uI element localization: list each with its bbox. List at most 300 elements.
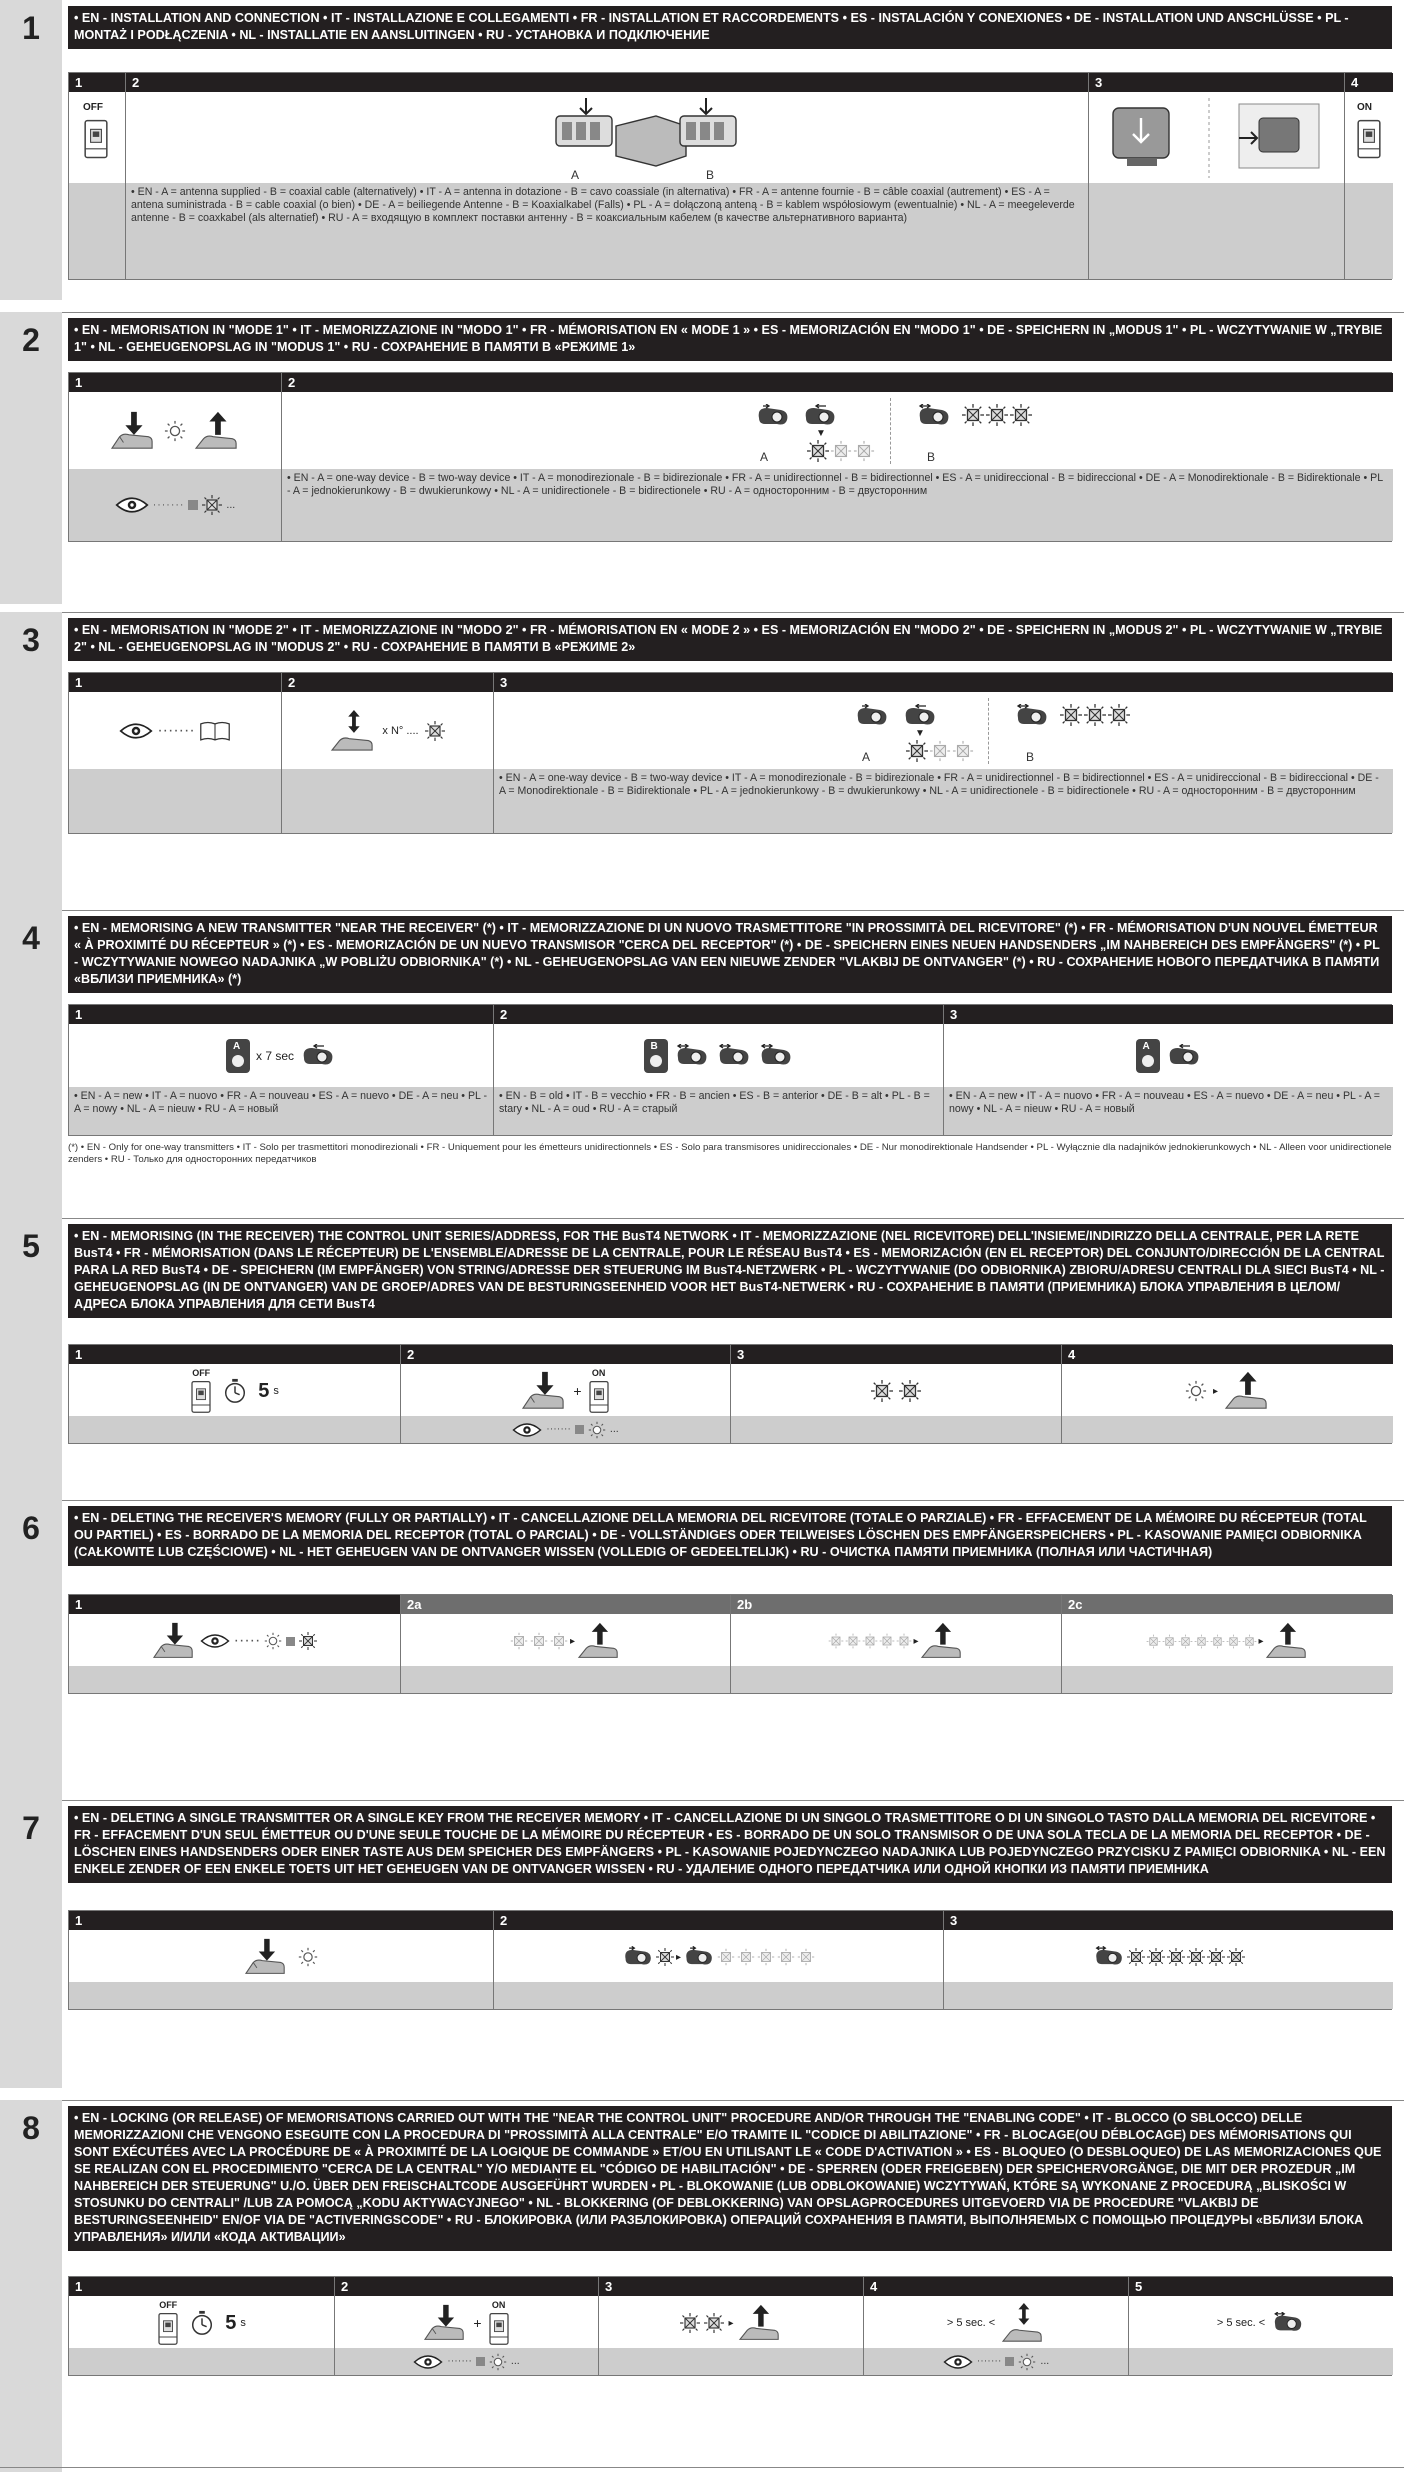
led-blink-icon: [202, 495, 222, 515]
remote-two-way-icon: [916, 404, 952, 428]
step-grid: [68, 1910, 1392, 2010]
hand-release-icon: [738, 2303, 782, 2343]
step-caption-empty: [944, 1982, 1393, 2009]
key-label: A: [1142, 1041, 1150, 1052]
led-blink-icon: [680, 2313, 700, 2333]
step-label: 3: [944, 1005, 1393, 1024]
led-gray-icon: [853, 440, 875, 462]
step-caption: • EN - A = new • IT - A = nuovo • FR - A = nouveau • ES - A = nuevo • DE - A = neu • PL - A = nowy • NL - A = nieuw • RU - A = новый: [944, 1087, 1393, 1135]
section-title: • EN - MEMORISATION IN "MODE 2" • IT - MEMORIZZAZIONE IN "MODO 2" • FR - MÉMORISATION EN « MODE 2 » • ES - MEMORIZACIÓN EN "MODO 2" • DE - SPEICHERN IN „MODUS 2" • PL - WCZYTYWANIE W „TRYBIE 2" • NL - GEHEUGENOPSLAG IN "MODUS 2" • RU - СОХРАНЕНИЕ В ПАМЯТИ В «РЕЖИМЕ 2»: [68, 618, 1392, 661]
led-gray-icon: [777, 1948, 795, 1966]
step-illustration: [1062, 1364, 1393, 1418]
led-off-icon: [489, 2353, 507, 2371]
divider: [0, 1800, 1404, 1801]
step-caption: • EN - A = new • IT - A = nuovo • FR - A = nouveau • ES - A = nuevo • DE - A = neu • PL - A = nowy • NL - A = nieuw • RU - A = новый: [69, 1087, 493, 1135]
led-blink-icon: [1147, 1948, 1165, 1966]
led-blink-icon: [962, 404, 984, 426]
step-panel: [943, 1911, 1393, 2009]
step-panel: [400, 1345, 730, 1443]
arrow-right-icon: ▸: [569, 1635, 576, 1647]
dotted-leader: ·······: [546, 1423, 571, 1435]
led-off-icon: [588, 1421, 606, 1439]
label-a: A: [862, 750, 871, 764]
led-off-icon: [1185, 1380, 1207, 1402]
step-illustration: [401, 1364, 730, 1418]
section-number: 4: [22, 920, 40, 956]
step-caption-empty: [599, 2348, 863, 2375]
ellipsis: ...: [226, 498, 236, 511]
step-grid: [68, 1594, 1392, 1694]
remote-release-icon: [902, 704, 938, 728]
receiver-mounting-icon: [1099, 98, 1335, 178]
led-gray-icon: [717, 1948, 735, 1966]
wait-time: 5: [258, 1379, 270, 1402]
timer-icon: [189, 2310, 215, 2336]
step-panel: [1344, 73, 1393, 279]
dotted-leader: ·······: [976, 2355, 1002, 2367]
remote-release-icon: [1166, 1044, 1202, 1068]
eye-icon: [115, 496, 149, 514]
step-label: 3: [944, 1911, 1393, 1930]
led-square-icon: [188, 500, 198, 510]
step-illustration: [599, 2296, 863, 2350]
separator: [988, 698, 989, 764]
key-label: A: [232, 1041, 241, 1052]
section-number: 2: [22, 322, 40, 358]
step-caption: [864, 2348, 1128, 2375]
step-illustration: [494, 1930, 943, 1984]
step-panel: [69, 1345, 400, 1443]
section-3: [0, 612, 1404, 912]
step-panel: [334, 2277, 598, 2375]
key-label: B: [650, 1041, 658, 1052]
section-title: • EN - MEMORISING A NEW TRANSMITTER "NEAR THE RECEIVER" (*) • IT - MEMORIZZAZIONE DI UN NUOVO TRASMETTITORE "IN PROSSIMITÀ DEL RICEVITORE" (*) • FR - MÉMORISATION D'UN NOUVEL ÉMETTEUR « À PROXIMITÉ DU RÉCEPTEUR » (*) • ES - MEMORIZACIÓN DE UN NUEVO TRANSMISOR "CERCA DEL RECEPTOR" (*) • DE - SPEICHERN EINES NEUEN HANDSENDERS „IM NAHBEREICH DES EMPFÄNGERS" (*) • PL - WCZYTYWANIE NOWEGO NADAJNIKA „W POBLIŻU ODBIORNIKA" (*) • NL - GEHEUGENOPSLAG VAN EEN NIEUWE ZENDER "VLAKBIJ DE ONTVANGER" (*) • RU - СОХРАНЕНИЕ НОВОГО ПЕРЕДАТЧИКА В ПАМЯТИ «ВБЛИЗИ ПРИЕМНИКА» (*): [68, 916, 1392, 993]
breaker-icon: [157, 2310, 179, 2346]
on-label: ON: [591, 1368, 606, 1378]
step-label: 1: [69, 1345, 400, 1364]
led-blink-icon: [1227, 1948, 1245, 1966]
remote-press-icon: [755, 404, 791, 428]
section-number: 7: [22, 1810, 40, 1846]
section-title: • EN - DELETING A SINGLE TRANSMITTER OR A SINGLE KEY FROM THE RECEIVER MEMORY • IT - CANCELLAZIONE DI UN SINGOLO TRASMETTITORE O DI UN SINGOLO TASTO DALLA MEMORIA DEL RICEVITORE • FR - EFFACEMENT D'UN SEUL ÉMETTEUR OU D'UNE SEULE TOUCHE DE LA MÉMOIRE DU RÉCEPTEUR • ES - BORRADO DE UN SOLO TRANSMISOR O DE UNA SOLA TECLA DE LA MEMORIA DEL RECEPTOR • DE - LÖSCHEN EINES HANDSENDERS ODER EINER TASTE AUS DEM SPEICHER DES EMPFÄNGERS • PL - KASOWANIE POJEDYNCZEGO NADAJNIKA LUB POJEDYNCZEGO PRZYCISKU Z PAMIĘCI ODBIORNIKA • NL - EEN ENKELE ZENDER OF EEN ENKELE TOETS UIT HET GEHEUGEN VAN DE ONTVANGER WISSEN • RU - УДАЛЕНИЕ ОДНОГО ПЕРЕДАТЧИКА ИЛИ ОДНОЙ КНОПКИ ИЗ ПАМЯТИ ПРИЕМНИКА: [68, 1806, 1392, 1883]
remote-release-icon: [300, 1044, 336, 1068]
dotted-leader: ·····: [233, 1632, 261, 1649]
led-blink-icon: [704, 2313, 724, 2333]
divider: [0, 1218, 1404, 1219]
footnote: (*) • EN - Only for one-way transmitters • IT - Solo per trasmettitori monodirezionali • FR - Uniquement pour les émetteurs unidirectionnels • ES - Solo para transmisores unidireccionales • DE - Nur monodirektionale Handsender • PL - Wyłącznie dla nadajników jednokierunkowych • NL - Alleen voor unidirectionele zenders • RU - Только для односторонних передатчиков: [68, 1142, 1392, 1165]
step-illustration: [126, 92, 1088, 184]
remote-two-way-icon: [716, 1044, 752, 1068]
section-1: [0, 0, 1404, 300]
arrow-down-icon: ▼: [816, 428, 826, 439]
step-illustration: [731, 1364, 1061, 1418]
step-label: 4: [1062, 1345, 1393, 1364]
section-number: 8: [22, 2110, 40, 2146]
step-grid: [68, 72, 1392, 280]
arrow-right-icon: ▸: [728, 2317, 734, 2329]
step-illustration: [944, 1024, 1393, 1088]
remote-two-way-icon: [1014, 704, 1050, 728]
step-caption-empty: [1062, 1416, 1393, 1443]
step-grid: [68, 1344, 1392, 1444]
led-blink-icon: [871, 1380, 893, 1402]
step-panel: [69, 73, 125, 279]
hand-press-icon: [152, 1621, 196, 1661]
step-grid: [68, 672, 1392, 834]
section-number: 5: [22, 1228, 40, 1264]
step-illustration: [864, 2296, 1128, 2350]
divider: [0, 612, 1404, 613]
remote-two-way-icon: [674, 1044, 710, 1068]
hand-press-icon: [110, 410, 156, 452]
step-panel: [125, 73, 1088, 279]
step-illustration: [401, 1614, 730, 1668]
step-illustration: [69, 1364, 400, 1418]
step-label: 4: [864, 2277, 1128, 2296]
led-gray-icon: [929, 740, 951, 762]
step-label: 3: [1089, 73, 1344, 92]
breaker-icon: [83, 116, 109, 160]
step-label: 3: [599, 2277, 863, 2296]
section-number: 1: [22, 10, 40, 46]
ellipsis: ...: [1040, 2355, 1050, 2367]
step-label: 1: [69, 73, 125, 92]
off-label: OFF: [83, 102, 103, 113]
step-caption-empty: [69, 1982, 493, 2009]
step-illustration: [69, 2296, 334, 2350]
eye-icon: [512, 1422, 542, 1438]
led-gray-icon: [757, 1948, 775, 1966]
led-gray-icon: [879, 1633, 895, 1649]
divider: [0, 312, 1404, 313]
step-illustration: [494, 1024, 943, 1088]
hand-press-icon: [521, 1370, 567, 1412]
wait-unit: s: [273, 1385, 279, 1397]
step-label: 2: [335, 2277, 598, 2296]
section-5: [0, 1218, 1404, 1500]
step-panel: [730, 1345, 1061, 1443]
step-label: 2a: [401, 1595, 730, 1614]
hold-duration: > 5 sec. <: [1216, 2317, 1266, 2329]
eye-icon: [119, 722, 153, 740]
step-panel: [69, 1911, 493, 2009]
label-b: B: [1026, 750, 1035, 764]
step-illustration: [69, 392, 281, 470]
hand-press-release-icon: [1001, 2303, 1045, 2343]
step-panel: [69, 673, 281, 833]
led-blink-icon: [1060, 704, 1082, 726]
step-caption-empty: [1129, 2348, 1393, 2375]
label-a: A: [760, 450, 769, 464]
led-blink-icon: [425, 721, 445, 741]
step-panel: [69, 373, 281, 541]
eye-icon: [943, 2354, 973, 2370]
dotted-leader: ·······: [152, 498, 185, 511]
remote-two-way-icon: [1093, 1946, 1125, 1968]
led-blink-icon: [1108, 704, 1130, 726]
step-caption-empty: [1345, 183, 1393, 279]
step-label: 1: [69, 1595, 400, 1614]
step-illustration: [335, 2296, 598, 2350]
wait-time: 5: [225, 2311, 237, 2334]
step-label: 2: [401, 1345, 730, 1364]
step-illustration: [494, 692, 1393, 770]
remote-two-way-icon: [1271, 2312, 1305, 2334]
transmitter-icon: [1136, 1039, 1160, 1073]
step-caption-empty: [282, 769, 493, 833]
step-caption-empty: [401, 1666, 730, 1693]
timer-icon: [222, 1378, 248, 1404]
section-title: • EN - LOCKING (OR RELEASE) OF MEMORISATIONS CARRIED OUT WITH THE "NEAR THE CONTROL UNIT" PROCEDURE AND/OR THROUGH THE "ENABLING CODE" • IT - BLOCCO (O SBLOCCO) DELLE MEMORIZZAZIONI CHE VENGONO ESEGUITE CON LA PROCEDURA DI "PROSSIMITÀ ALLA CENTRALE" E/O TRAMITE IL "CODICE DI ABILITAZIONE" • FR - BLOCAGE(OU DÉBLOCAGE) DES MÉMORISATIONS QUI SONT EXÉCUTÉES AVEC LA PROCÉDURE DE « À PROXIMITÉ DE LA LOGIQUE DE COMMANDE » ET/OU EN UTILISANT LE « CODE D'ACTIVATION » • ES - BLOQUEO (O DESBLOQUEO) DE LAS MEMORIZACIONES QUE SE REALIZAN CON EL PROCEDIMIENTO "CERCA DE LA CENTRAL" Y/O MEDIANTE EL "CÓDIGO DE HABILITACIÓN" • DE - SPERREN (ODER FREIGEBEN) DER SPEICHERVORGÄNGE, DIE MIT DER PROZEDUR „IM NAHBEREICH DER STEUERUNG" U./O. ÜBER DEN FREISCHALTCODE AUSGEFÜHRT WURDEN • PL - BLOKOWANIE (LUB ODBLOKOWANIE) WCZYTYWAŃ, KTÓRE SĄ WYKONANE Z PROCEDURĄ „BLISKOŚCI W STOSUNKU DO CENTRALI" /LUB ZA POMOCĄ „KODU AKTYWACYJNEGO" • NL - BLOKKERING (OF DEBLOKKERING) VAN OPSLAGPROCEDURES UITGEVOERD VIA DE PROCEDURE "VLAKBIJ DE BESTURINGSEENHEID" EN/OF VIA DE "ACTIVERINGSCODE" • RU - БЛОКИРОВКА (ИЛИ РАЗБЛОКИРОВКА) ОПЕРАЦИЙ СОХРАНЕНИЯ В ПАМЯТИ, ВЫПОЛНЯЕМЫХ С ПОМОЩЬЮ ПРОЦЕДУРЫ «ВБЛИЗИ БЛОКА УПРАВЛЕНИЯ» И/ИЛИ «КОДА АКТИВАЦИИ»: [68, 2106, 1392, 2251]
step-caption-empty: [1089, 183, 1344, 279]
breaker-icon: [488, 2310, 510, 2346]
led-blink-icon: [899, 1380, 921, 1402]
step-illustration: [944, 1930, 1393, 1984]
step-illustration: [1089, 92, 1344, 184]
step-caption-empty: [69, 1416, 400, 1443]
led-blink-icon: [1207, 1948, 1225, 1966]
step-label: 1: [69, 1005, 493, 1024]
led-gray-icon: [530, 1632, 548, 1650]
step-grid: [68, 372, 1392, 542]
on-label: ON: [491, 2300, 506, 2310]
step-panel: [1061, 1595, 1393, 1693]
step-panel: [281, 373, 1393, 541]
step-label: 2: [126, 73, 1088, 92]
led-blink-icon: [1127, 1948, 1145, 1966]
led-gray-icon: [1146, 1634, 1161, 1649]
led-blink-icon: [906, 740, 928, 762]
label-a: A: [571, 168, 580, 182]
remote-press-icon: [683, 1946, 715, 1968]
step-panel: [493, 1005, 943, 1135]
step-caption: [401, 1416, 730, 1443]
led-gray-icon: [797, 1948, 815, 1966]
hand-press-icon: [244, 1937, 288, 1977]
divider: [0, 1500, 1404, 1501]
breaker-icon: [588, 1378, 610, 1414]
off-label: OFF: [159, 2300, 178, 2310]
step-panel: [281, 673, 493, 833]
step-label: 1: [69, 673, 281, 692]
section-4: [0, 910, 1404, 1218]
led-gray-icon: [1242, 1634, 1257, 1649]
plus-sign: +: [573, 1383, 582, 1399]
step-illustration: [1062, 1614, 1393, 1668]
led-off-icon: [298, 1947, 318, 1967]
led-off-icon: [1018, 2353, 1036, 2371]
step-caption: • EN - A = one-way device - B = two-way device • IT - A = monodirezionale - B = bidirezionale • FR - A = unidirectionnel - B = bidirectionnel • ES - A = unidireccional - B = bidireccional • DE - A = Monodirektionale - B = Bidirektionale • PL - A = jednokierunkowy - B = dwukierunkowy • NL - A = unidirectionele - B = bidirectionele • RU - A = односторонним - B = двусторонним: [494, 769, 1393, 833]
section-title: • EN - MEMORISATION IN "MODE 1" • IT - MEMORIZZAZIONE IN "MODO 1" • FR - MÉMORISATION EN « MODE 1 » • ES - MEMORIZACIÓN EN "MODO 1" • DE - SPEICHERN IN „MODUS 1" • PL - WCZYTYWANIE W „TRYBIE 1" • NL - GEHEUGENOPSLAG IN "MODUS 1" • RU - СОХРАНЕНИЕ В ПАМЯТИ В «РЕЖИМЕ 1»: [68, 318, 1392, 361]
hand-release-icon: [1224, 1370, 1270, 1412]
wait-unit: s: [240, 2317, 246, 2329]
led-gray-icon: [1178, 1634, 1193, 1649]
step-panel: [1128, 2277, 1393, 2375]
step-caption: • EN - A = one-way device - B = two-way device • IT - A = monodirezionale - B = bidirezionale • FR - A = unidirectionnel - B = bidirectionnel • ES - A = unidireccional - B = bidireccional • DE - A = Monodirektionale - B = Bidirektionale • PL - A = jednokierunkowy - B = dwukierunkowy • NL - A = unidirectionele - B = bidirectionele • RU - A = односторонним - B = двусторонним: [282, 469, 1393, 541]
step-panel: [493, 1911, 943, 2009]
step-panel: [69, 2277, 334, 2375]
hand-release-icon: [577, 1621, 621, 1661]
step-caption-empty: [731, 1416, 1061, 1443]
step-panel: [400, 1595, 730, 1693]
arrow-down-icon: ▼: [915, 728, 925, 739]
led-blink-icon: [1187, 1948, 1205, 1966]
step-panel: [1088, 73, 1344, 279]
step-illustration: [69, 1614, 400, 1668]
step-caption: [335, 2348, 598, 2375]
led-gray-icon: [1162, 1634, 1177, 1649]
led-blink-icon: [807, 440, 829, 462]
section-8: [0, 2100, 1404, 2472]
led-gray-icon: [828, 1633, 844, 1649]
led-square-icon: [476, 2357, 485, 2366]
section-7: [0, 1800, 1404, 2088]
divider: [0, 2467, 1404, 2468]
hand-release-icon: [920, 1621, 964, 1661]
led-gray-icon: [896, 1633, 912, 1649]
manual-book-icon: [199, 720, 231, 742]
step-label: 3: [494, 673, 1393, 692]
step-illustration: [282, 692, 493, 770]
eye-icon: [200, 1633, 230, 1649]
plus-sign: +: [473, 2315, 482, 2331]
transmitter-icon: [226, 1039, 250, 1073]
led-square-icon: [286, 1637, 295, 1646]
step-label: 3: [731, 1345, 1061, 1364]
step-panel: [863, 2277, 1128, 2375]
led-off-icon: [164, 420, 186, 442]
hand-release-icon: [194, 410, 240, 452]
separator: [890, 398, 891, 464]
led-square-icon: [575, 1425, 584, 1434]
step-illustration: [731, 1614, 1061, 1668]
ellipsis: ...: [609, 1423, 619, 1435]
off-label: OFF: [192, 1368, 211, 1378]
step-label: 2b: [731, 1595, 1061, 1614]
step-label: 1: [69, 2277, 334, 2296]
hold-time: x 7 sec: [255, 1049, 294, 1063]
eye-icon: [413, 2354, 443, 2370]
hand-press-icon: [423, 2303, 467, 2343]
section-title: • EN - INSTALLATION AND CONNECTION • IT - INSTALLAZIONE E COLLEGAMENTI • FR - INSTALLATION ET RACCORDEMENTS • ES - INSTALACIÓN Y CONEXIONES • DE - INSTALLATION UND ANSCHLÜSSE • PL - MONTAŻ I PODŁĄCZENIA • NL - INSTALLATIE EN AANSLUITINGEN • RU - УСТАНОВКА И ПОДКЛЮЧЕНИЕ: [68, 6, 1392, 49]
step-caption-empty: [731, 1666, 1061, 1693]
step-caption: [69, 469, 281, 541]
led-gray-icon: [830, 440, 852, 462]
step-label: 2: [282, 673, 493, 692]
step-panel: [69, 1005, 493, 1135]
step-illustration: [69, 692, 281, 770]
led-gray-icon: [845, 1633, 861, 1649]
divider: [0, 910, 1404, 911]
led-off-icon: [264, 1632, 282, 1650]
step-panel: [69, 1595, 400, 1693]
dotted-leader: ·······: [447, 2355, 472, 2367]
breaker-icon: [190, 1378, 212, 1414]
led-blink-icon: [299, 1632, 317, 1650]
remote-two-way-icon: [758, 1044, 794, 1068]
step-label: 1: [69, 373, 281, 392]
led-blink-icon: [1167, 1948, 1185, 1966]
step-grid: [68, 2276, 1392, 2376]
led-gray-icon: [1226, 1634, 1241, 1649]
step-label: 1: [69, 1911, 493, 1930]
led-gray-icon: [1210, 1634, 1225, 1649]
step-illustration: [282, 392, 1393, 470]
step-label: 2: [282, 373, 1393, 392]
step-panel: [730, 1595, 1061, 1693]
arrow-right-icon: ▸: [1258, 1635, 1264, 1647]
ellipsis: ...: [510, 2355, 520, 2367]
remote-press-icon: [854, 704, 890, 728]
step-illustration: [1129, 2296, 1393, 2350]
step-label: 2c: [1062, 1595, 1393, 1614]
step-label: 2: [494, 1911, 943, 1930]
step-caption-empty: [69, 769, 281, 833]
step-label: 4: [1345, 73, 1393, 92]
step-caption-empty: [69, 2348, 334, 2375]
led-gray-icon: [510, 1632, 528, 1650]
led-square-icon: [1005, 2357, 1014, 2366]
divider: [0, 2100, 1404, 2101]
led-gray-icon: [952, 740, 974, 762]
step-caption-empty: [69, 1666, 400, 1693]
step-caption-empty: [69, 183, 125, 279]
step-label: 2: [494, 1005, 943, 1024]
arrow-right-icon: ▸: [1212, 1385, 1219, 1397]
led-blink-icon: [656, 1948, 674, 1966]
section-number: 3: [22, 622, 40, 658]
breaker-icon: [1356, 116, 1382, 160]
led-gray-icon: [737, 1948, 755, 1966]
remote-press-icon: [622, 1946, 654, 1968]
section-sidebar: [0, 2100, 62, 2472]
led-gray-icon: [550, 1632, 568, 1650]
step-illustration: [69, 1024, 493, 1088]
led-gray-icon: [1194, 1634, 1209, 1649]
section-2: [0, 312, 1404, 604]
dotted-leader: ·······: [157, 722, 195, 739]
step-panel: [598, 2277, 863, 2375]
hold-duration: > 5 sec. <: [946, 2317, 996, 2329]
step-caption: • EN - A = antenna supplied - B = coaxial cable (alternatively) • IT - A = antenna in dotazione - B = cavo coassiale (in alternativa) • FR - A = antenne fournie - B = câble coaxial (autrement) • ES - A = antena suministrada - B = cable coaxial (o bien) • DE - A = beiliegende Antenne - B = Koaxialkabel (Falls) • PL - A = dołączoną anteną - B = kablem współosiowym (ewentualnie) • NL - A = meegeleverde antenne - B = coaxkabel (als alternatief) • RU - A = входящую в комплект поставки антенну - B = коаксиальным кабелем (в качестве альтернативного варианта): [126, 183, 1088, 279]
label-b: B: [706, 168, 715, 182]
hand-press-release-icon: [330, 710, 376, 752]
step-illustration: [69, 1930, 493, 1984]
on-label: ON: [1357, 102, 1372, 113]
led-blink-icon: [1084, 704, 1106, 726]
step-panel: [943, 1005, 1393, 1135]
led-gray-icon: [862, 1633, 878, 1649]
step-grid: [68, 1004, 1392, 1136]
repeat-count: x N° ....: [382, 725, 419, 737]
led-blink-icon: [986, 404, 1008, 426]
section-number: 6: [22, 1510, 40, 1546]
arrow-right-icon: ▸: [675, 1951, 682, 1963]
remote-release-icon: [802, 404, 838, 428]
step-caption-empty: [1062, 1666, 1393, 1693]
step-panel: [1061, 1345, 1393, 1443]
label-b: B: [927, 450, 936, 464]
led-blink-icon: [1010, 404, 1032, 426]
step-panel: [493, 673, 1393, 833]
section-title: • EN - DELETING THE RECEIVER'S MEMORY (FULLY OR PARTIALLY) • IT - CANCELLAZIONE DELLA MEMORIA DEL RICEVITORE (TOTALE O PARZIALE) • FR - EFFACEMENT DE LA MÉMOIRE DU RÉCEPTEUR (TOTAL OU PARTIEL) • ES - BORRADO DE LA MEMORIA DEL RECEPTOR (TOTAL O PARCIAL) • DE - VOLLSTÄNDIGES ODER TEILWEISES LÖSCHEN DES EMPFÄNGERSPEICHERS • PL - KASOWANIE PAMIĘCI ODBIORNIKA (CAŁKOWITE LUB CZĘŚCIOWE) • NL - HET GEHEUGEN VAN DE ONTVANGER WISSEN (VOLLEDIG OF GEDEELTELIJK) • RU - ОЧИСТКА ПАМЯТИ ПРИЕМНИКА (ПОЛНАЯ ИЛИ ЧАСТИЧНАЯ): [68, 1506, 1392, 1566]
step-caption: • EN - B = old • IT - B = vecchio • FR - B = ancien • ES - B = anterior • DE - B = alt • PL - B = stary • NL - A = oud • RU - A = старый: [494, 1087, 943, 1135]
section-title: • EN - MEMORISING (IN THE RECEIVER) THE CONTROL UNIT SERIES/ADDRESS, FOR THE BusT4 NETWORK • IT - MEMORIZZAZIONE (NEL RICEVITORE) DELL'INSIEME/INDIRIZZO DELLA CENTRALE, PER LA RETE BusT4 • FR - MÉMORISATION (DANS LE RÉCEPTEUR) DE L'ENSEMBLE/ADRESSE DE LA CENTRALE, POUR LE RÉSEAU BusT4 • ES - MEMORIZACIÓN (EN EL RECEPTOR) DEL CONJUNTO/DIRECCIÓN DE LA CENTRAL PARA LA RED BusT4 • DE - SPEICHERN (IM EMPFÄNGER) VON STRING/ADRESSE DER STEUERUNG IM BusT4-NETZWERK • PL - WCZYTYWANIE (DO ODBIORNIKA) ZBIORU/ADRESU CENTRALI DLA SIECI BusT4 • NL - GEHEUGENOPSLAG (IN DE ONTVANGER) VAN DE GROEP/ADRES VAN DE BESTURINGSEENHEID VOOR HET BusT4-NETWERK • RU - СОХРАНЕНИЕ В ПАМЯТИ (ПРИЕМНИКА) БЛОКА УПРАВЛЕНИЯ В ЦЕЛОМ/АДРЕСА БЛОКА УПРАВЛЕНИЯ ДЛЯ СЕТИ BusT4: [68, 1224, 1392, 1318]
step-caption-empty: [494, 1982, 943, 2009]
arrow-right-icon: ▸: [913, 1635, 919, 1647]
hand-release-icon: [1265, 1621, 1309, 1661]
step-label: 5: [1129, 2277, 1393, 2296]
